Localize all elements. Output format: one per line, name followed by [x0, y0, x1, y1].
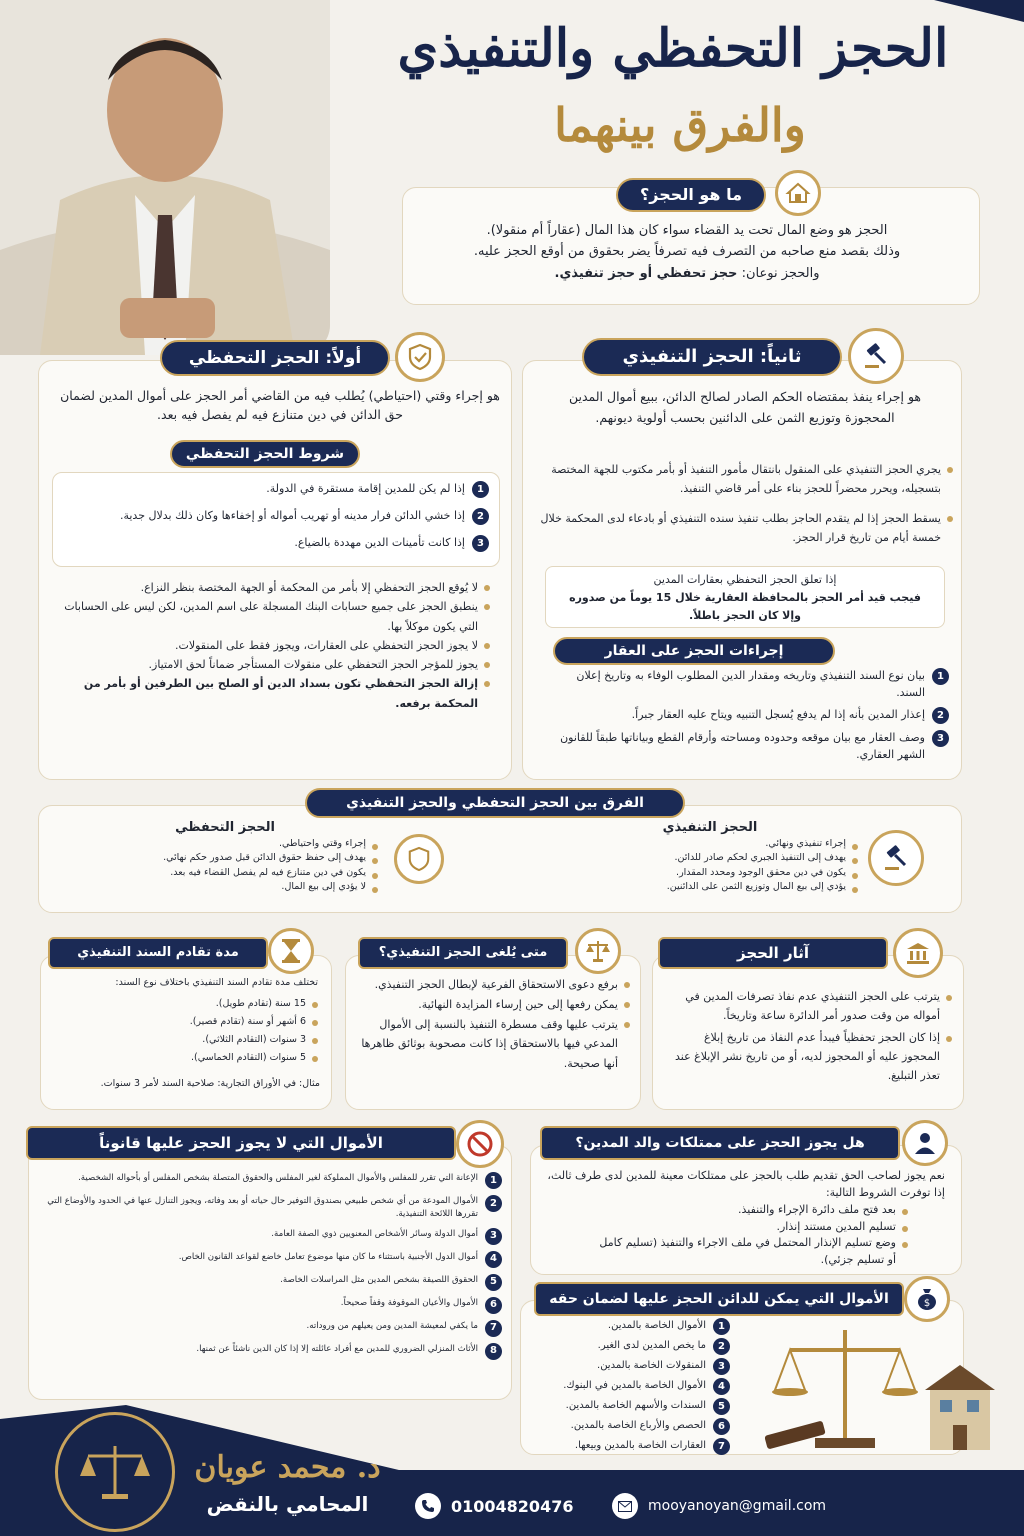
diff-executive-list [560, 837, 860, 894]
list-item: يترتب عليها وقف مسطرة التنفيذ بالنسبة إلى الأموال المدعي فيها بالاستحقاق إذا كانت مصحوبة بوثائق ظاهرها أنها صحيحة. [352, 1015, 632, 1074]
condition-item: 1 إذا لم يكن للمدين إقامة مستقرة في الدولة. [63, 481, 489, 498]
scales-icon [575, 928, 621, 974]
parentdebt-title: هل يجوز الحجز على ممتلكات والد المدين؟ [540, 1126, 900, 1160]
cancel-title: متى يُلغى الحجز التنفيذي؟ [358, 937, 568, 969]
note-line: فيجب قيد أمر الحجز بالمحافظة العقارية خلال 15 يوماً من صدوره [569, 591, 921, 605]
preventive-title: أولاً: الحجز التحفظي [160, 340, 390, 376]
condition-item: 2 إذا خشي الدائن فرار مدينه أو تهريب أمواله أو إخفاءها وكان ذلك بدلال جدية. [63, 508, 489, 525]
difference-title: الفرق بين الحجز التحفظي والحجز التنفيذي [305, 788, 685, 818]
gavel-icon [868, 830, 924, 886]
conditions-box [52, 472, 500, 567]
money-bag-icon [904, 1276, 950, 1322]
prescription-example: مثال: في الأوراق التجارية: صلاحية السند لأمر 3 سنوات. [100, 1078, 320, 1089]
allowed-item: 4 الأموال الخاصة بالمدين في البنوك. [530, 1378, 730, 1395]
list-item: برفع دعوى الاستحقاق الفرعية لإبطال الحجز التنفيذي. [352, 975, 632, 995]
gavel-house-icon [775, 170, 821, 216]
list-item: بعد فتح ملف دائرة الإجراء والتنفيذ. [590, 1202, 910, 1219]
realestate-step: 1 بيان نوع السند التنفيذي وتاريخه ومقدار الدين المطلوب الوفاء به وتاريخ إعلان السند. [546, 668, 949, 701]
allowed-item: 7 العقارات الخاصة بالمدين وبيعها. [530, 1438, 730, 1455]
email-icon [612, 1493, 638, 1519]
list-item: لا يجوز الحجز التحفظي على العقارات، ويجوز فقط على المنقولات. [62, 636, 492, 655]
scales-house-illustration [745, 1320, 1000, 1470]
list-item: يمكن رفعها إلى حين إرساء المزايدة النهائية. [352, 995, 632, 1015]
list-item: ينطبق الحجز على جميع حسابات البنك المسجلة على اسم المدين، لكن ليس على الحسابات التي يكون موكلاً بها. [62, 597, 492, 636]
what-is-p2: وذلك بقصد منع صاحبه من التصرف فيه تصرفاً يضر بحقوق من أوقع الحجز عليه. [473, 244, 901, 260]
preventive-definition: هو إجراء وقتي (احتياطي) يُطلب فيه من القاضي أمر الحجز على أموال المدين لضمان حق الدائن في دين متنازع فيه لم يفصل فيه بعد. [60, 388, 500, 423]
note-line: إذا تعلق الحجز التحفظي بعقارات المدين [653, 573, 837, 586]
executive-title: ثانياً: الحجز التنفيذي [582, 338, 842, 376]
allowed-item: 6 الحصص والأرباع الخاصة بالمدين. [530, 1418, 730, 1435]
list-item: يجري الحجز التنفيذي على المنقول بانتقال مأمور التنفيذ أو بأمر مكتوب للجهة المختصة بتسجيله، ويحرر محضراً للحجز بناء على أمر قاضي التنفيذ. [535, 460, 955, 499]
svg-text:$: $ [923, 1298, 931, 1309]
effects-title: آثار الحجز [658, 937, 888, 969]
hourglass-icon [268, 928, 314, 974]
list-item: 6 أشهر أو سنة (تقادم قصير). [110, 1013, 320, 1031]
notallowed-item: 1 الإعانة التي تقرر للمفلس والأموال المملوكة لغير المفلس والحقوق المتصلة بشخص المفلس أو بأحواله الشخصية. [36, 1172, 502, 1189]
list-item: يؤدي إلى بيع المال وتوزيع الثمن على الدائنين. [560, 880, 860, 894]
list-item: يكون في دين محقق الوجود ومحدد المقدار. [560, 866, 860, 880]
list-item: يهدف إلى حفظ حقوق الدائن قبل صدور حكم نهائي. [70, 851, 380, 865]
list-item: تسليم المدين مستند إنذار. [590, 1219, 910, 1236]
prescription-intro: تختلف مدة تقادم السند التنفيذي باختلاف نوع السند: [115, 977, 318, 988]
shield-icon [394, 834, 444, 884]
notallowed-item: 6 الأموال والأعيان الموقوفة وقفاً صحيحاً. [36, 1297, 502, 1314]
list-item: 3 سنوات (التقادم الثلاثي). [110, 1031, 320, 1049]
notallowed-item: 4 أموال الدول الأجنبية باستثناء ما كان منها موضوع تعامل خاضع لقواعد القانون الخاص. [36, 1251, 502, 1268]
email-address[interactable]: mooyanoyan@gmail.com [648, 1498, 827, 1514]
realestate-step: 2 إعذار المدين بأنه إذا لم يدفع يُسجل التنبيه ويتاح عليه العقار جبراً. [546, 707, 949, 724]
list-item: 15 سنة (تقادم طويل). [110, 995, 320, 1013]
parentdebt-intro: نعم يجوز لصاحب الحق تقديم طلب بالحجز على ممتلكات معينة للمدين لدى طرف ثالث، إذا توفرت الشروط التالية: [547, 1169, 945, 1199]
list-item: إجراء تنفيذي ونهائي. [560, 837, 860, 851]
notallowed-item: 8 الأثاث المنزلي الضروري للمدين مع أفراد عائلته إلا إذا كان الدين ناشئاً عن ثمنها. [36, 1343, 502, 1360]
condition-item: 3 إذا كانت تأمينات الدين مهددة بالضياع. [63, 535, 489, 552]
effects-list [664, 988, 954, 1085]
notallowed-title: الأموال التي لا يجوز الحجز عليها قانوناً [26, 1126, 456, 1160]
list-item: وضع تسليم الإنذار المحتمل في ملف الاجراء والتنفيذ (تسليم كامل أو تسليم جزئي). [590, 1235, 910, 1268]
executive-bullets [535, 460, 955, 547]
diff-preventive [70, 820, 380, 894]
footer-scales-logo [55, 1412, 175, 1532]
parentdebt-list [590, 1202, 910, 1268]
list-item: إزالة الحجز التحفظي تكون بسداد الدين أو الصلح بين الطرفين أو بأمر من المحكمة برفعه. [62, 674, 492, 713]
main-subtitle: والفرق بينهما [554, 98, 806, 152]
phone-contact [415, 1492, 595, 1520]
allowed-item: 1 الأموال الخاصة بالمدين. [530, 1318, 730, 1335]
allowed-list [530, 1318, 730, 1455]
notallowed-list [36, 1172, 502, 1360]
list-item: يترتب على الحجز التنفيذي عدم نفاذ تصرفات المدين في أمواله من وقت صدور أمر الدائرة ساعة وتاريخاً. [664, 988, 954, 1025]
realestate-title: إجراءات الحجز على العقار [553, 637, 835, 665]
preventive-bullets [62, 578, 492, 713]
list-item: 5 سنوات (التقادم الخماسي). [110, 1049, 320, 1067]
cancel-list [352, 975, 632, 1074]
diff-preventive-title: الحجز التحفظي [175, 820, 275, 835]
note-line: وإلا كان الحجز باطلاً. [689, 609, 801, 623]
person-icon [902, 1120, 948, 1166]
notallowed-item: 2 الأموال المودعة من أي شخص طبيعي بصندوق التوفير حال حياته أو بعد وفاته، ويجوز التنازل عنها في الحدود والأوضاع التي تقررها اللائحة التنفيذية. [36, 1195, 502, 1222]
prescription-list [110, 995, 320, 1067]
realestate-note [545, 566, 945, 628]
list-item: يهدف إلى التنفيذ الجبري لحكم صادر للدائن. [560, 851, 860, 865]
executive-definition: هو إجراء ينفذ بمقتضاه الحكم الصادر لصالح الدائن، ببيع أموال المدين المحجوزة وتوزيع الثمن على الدائنين بحسب أولوية ديونهم. [568, 389, 922, 426]
shield-icon [395, 332, 445, 382]
allowed-item: 3 المنقولات الخاصة بالمدين. [530, 1358, 730, 1375]
what-is-p1: الحجز هو وضع المال تحت يد القضاء سواء كان هذا المال (عقاراً أم منقولا). [486, 223, 888, 238]
prescription-title: مدة تقادم السند التنفيذي [48, 937, 268, 969]
what-is-p3: والحجز نوعان: حجز تحفظي أو حجز تنفيذي. [554, 265, 820, 281]
allowed-item: 5 السندات والأسهم الخاصة بالمدين. [530, 1398, 730, 1415]
allowed-title: الأموال التي يمكن للدائن الحجز عليها لضمان حقه [534, 1282, 904, 1316]
notallowed-item: 5 الحقوق اللصيقة بشخص المدين مثل المراسلات الخاصة. [36, 1274, 502, 1291]
conditions-title: شروط الحجز التحفظي [170, 440, 360, 468]
notallowed-item: 3 أموال الدولة وسائر الأشخاص المعنويين ذوي الصفة العامة. [36, 1228, 502, 1245]
realestate-steps [540, 662, 955, 769]
list-item: لا يؤدي إلى بيع المال. [70, 880, 380, 894]
prohibited-icon [456, 1120, 504, 1168]
diff-preventive-list [70, 837, 380, 894]
email-contact [612, 1492, 852, 1520]
list-item: لا يُوقع الحجز التحفظي إلا بأمر من المحكمة أو الجهة المختصة بنظر النزاع. [62, 578, 492, 597]
what-is-title: ما هو الحجز؟ [616, 178, 766, 212]
phone-icon [415, 1493, 441, 1519]
realestate-step: 3 وصف العقار مع بيان موقعه وحدوده ومساحته وأرقام القطع وبياناتها طبقاً للقانون الشهر العقاري. [546, 730, 949, 763]
diff-executive [560, 820, 860, 894]
lawyer-portrait [0, 0, 330, 355]
list-item: يجوز للمؤجر الحجز التحفظي على منقولات المستأجر ضماناً لحق الامتياز. [62, 655, 492, 674]
main-title: الحجز التحفظي والتنفيذي [397, 18, 949, 79]
diff-executive-title: الحجز التنفيذي [662, 820, 758, 835]
phone-number[interactable]: 01004820476 [451, 1496, 574, 1516]
gavel-icon [848, 328, 904, 384]
list-item: يكون في دين متنازع فيه لم يفصل القضاء فيه بعد. [70, 866, 380, 880]
courthouse-icon [893, 928, 943, 978]
footer-name: د. محمد عويان [194, 1450, 381, 1485]
list-item: إذا كان الحجز تحفظياً فيبدأ عدم النفاذ من تاريخ إبلاغ المحجوز عليه أو المحجوز لديه، أو من تاريخ نشر الإبلاغ عند تعذر التبليغ. [664, 1029, 954, 1085]
allowed-item: 2 ما يخص المدين لدى الغير. [530, 1338, 730, 1355]
list-item: يسقط الحجز إذا لم يتقدم الحاجز بطلب تنفيذ سنده التنفيذي أو بادعاء لدى المحكمة خلال خمسة أيام من تاريخ قرار الحجز. [535, 509, 955, 548]
list-item: إجراء وقتي واحتياطي. [70, 837, 380, 851]
footer-role: المحامي بالنقض [206, 1492, 369, 1516]
notallowed-item: 7 ما يكفي لمعيشة المدين ومن يعيلهم من وروداته. [36, 1320, 502, 1337]
